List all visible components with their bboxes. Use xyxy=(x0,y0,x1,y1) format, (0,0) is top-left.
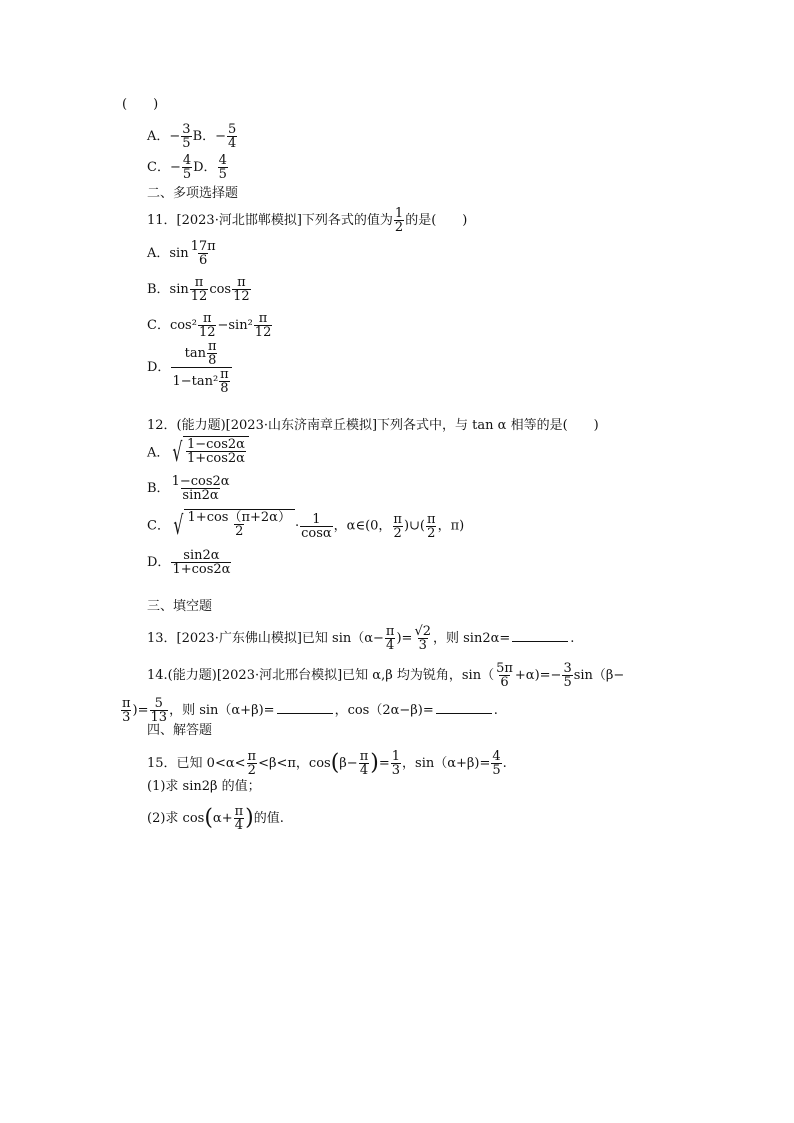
q12-a-label: A． xyxy=(147,445,170,461)
q10-option-c-label: C．− xyxy=(147,160,181,175)
q15-f3-den: 3 xyxy=(391,763,401,778)
q11-b-cos: cos xyxy=(209,282,232,297)
q11-stem xyxy=(147,207,467,234)
q11-a-text: A．sin xyxy=(147,246,189,261)
q15-f2 xyxy=(359,750,370,777)
q15-f4-den: 5 xyxy=(492,763,501,778)
q11-half-den: 2 xyxy=(394,220,404,235)
q12-c-p1-num: π xyxy=(393,511,402,527)
q14-answer-blank-1[interactable] xyxy=(277,701,333,714)
q11-c-fraction1 xyxy=(198,312,217,339)
q12-a-den: 1+cos2α xyxy=(186,451,245,466)
q12-option-c xyxy=(147,509,464,543)
q12-c-union: )∪( xyxy=(403,518,426,534)
q12-d-den: 1+cos2α xyxy=(172,562,231,577)
q15-f2-den: 4 xyxy=(359,763,369,778)
q13-r-num: √2 xyxy=(414,624,431,639)
q15-mid4: ，sin（α+β)= xyxy=(402,756,491,771)
q14-mid3: )= xyxy=(132,703,149,718)
q15-f4-num: 4 xyxy=(492,749,501,764)
q12-d-label: D． xyxy=(147,555,171,570)
q15-mid3: = xyxy=(378,756,390,771)
q12-c-pi-half-1 xyxy=(392,513,403,540)
q10-c-den: 5 xyxy=(182,167,192,182)
q10-option-b-label: B．− xyxy=(192,129,227,144)
q15-stem xyxy=(147,750,507,777)
q14-f1-den: 6 xyxy=(500,675,509,690)
q15-p2-den: 4 xyxy=(234,818,243,833)
q10-option-d-fraction xyxy=(218,154,228,181)
q12-a-fraction xyxy=(186,438,246,465)
q12-c-dot: · xyxy=(294,518,300,534)
q10-option-a-fraction xyxy=(181,123,191,150)
q12-c-fraction2 xyxy=(300,513,333,540)
q15-mid1: <β<π，cos xyxy=(258,756,331,771)
q14-f2-num: 3 xyxy=(563,661,572,676)
q11-half-num: 1 xyxy=(394,206,404,221)
q12-option-a xyxy=(147,436,249,470)
right-paren-icon: ) xyxy=(370,750,379,776)
q11-d-bot-fraction xyxy=(219,368,230,395)
q12-c-cond-end: ，π) xyxy=(437,518,465,534)
section-heading-multiple-choice: 二、多项选择题 xyxy=(147,186,239,201)
sqrt-symbol-icon: √ xyxy=(172,438,183,468)
q11-c-text: C．cos² xyxy=(147,318,197,333)
q11-b-num2: π xyxy=(237,275,246,290)
q11-option-d xyxy=(147,340,233,395)
q15-part2 xyxy=(147,805,284,832)
q15-p2-mid: α+ xyxy=(212,811,233,826)
q12-c-den2: cosα xyxy=(301,525,332,541)
q12-b-den: sin2α xyxy=(182,488,219,503)
q11-b-den: 12 xyxy=(190,289,208,304)
q11-half-fraction xyxy=(394,207,404,234)
q10-d-den: 5 xyxy=(218,167,227,182)
left-paren-icon: ( xyxy=(204,805,213,831)
q11-c-sin: −sin² xyxy=(217,318,253,333)
q10-a-num: 3 xyxy=(182,122,191,137)
q14-f4-den: 13 xyxy=(150,710,168,725)
q15-part1: (1)求 sin2β 的值； xyxy=(147,779,261,794)
q12-c-p2-den: 2 xyxy=(427,525,436,541)
q10-options-ab xyxy=(147,123,238,150)
q14-f2-den: 5 xyxy=(563,675,572,690)
q12-a-num: 1−cos2α xyxy=(186,437,245,452)
q12-c-p1-den: 2 xyxy=(393,525,402,541)
q14-f2 xyxy=(562,662,572,689)
q12-stem: 12．(能力题)[2023·山东济南章丘模拟]下列各式中，与 tan α 相等的是( ) xyxy=(147,418,599,433)
q15-f2-num: π xyxy=(359,749,369,764)
q11-d-big-fraction xyxy=(171,340,231,395)
q11-d-top xyxy=(173,340,231,367)
q10-options-cd xyxy=(147,154,229,181)
q11-b-fraction2 xyxy=(232,276,251,303)
q10-c-num: 4 xyxy=(182,153,192,168)
q10-d-num: 4 xyxy=(218,153,227,168)
q15-mid2: β− xyxy=(339,756,358,771)
q11-b-fraction1 xyxy=(190,276,209,303)
q14-f3-num: π xyxy=(122,696,131,711)
q14-f1 xyxy=(495,662,514,689)
q11-option-a xyxy=(147,240,218,267)
q12-b-num: 1−cos2α xyxy=(171,474,230,489)
q15-p2-num: π xyxy=(234,804,244,819)
q11-d-bottom xyxy=(171,367,231,395)
q13-root-fraction xyxy=(413,625,432,652)
q11-d-bot-den: 8 xyxy=(220,381,229,396)
q15-f1-num: π xyxy=(247,749,257,764)
q12-c-sqrt xyxy=(170,509,295,543)
q12-b-fraction xyxy=(171,475,231,502)
q11-d-tan2: 1−tan² xyxy=(172,374,219,389)
q10-b-num: 5 xyxy=(228,122,237,137)
q12-c-fraction xyxy=(187,511,292,538)
q11-d-top-fraction xyxy=(207,340,218,367)
q12-a-sqrt xyxy=(169,436,249,470)
q11-d-tan: tan xyxy=(184,346,206,361)
q12-c-cond: ，α∈(0， xyxy=(333,518,392,534)
section-heading-solution: 四、解答题 xyxy=(147,723,213,738)
sqrt-symbol-icon: √ xyxy=(173,511,184,541)
q15-f4 xyxy=(491,750,501,777)
q13-text: 13．[2023·广东佛山模拟]已知 sin（α− xyxy=(147,631,384,646)
q11-option-b xyxy=(147,276,252,303)
q12-c-num2: 1 xyxy=(312,511,321,527)
q14-end: . xyxy=(493,703,498,718)
q12-c-num: 1+cos（π+2α） xyxy=(187,510,291,525)
q12-d-fraction xyxy=(171,549,231,576)
q11-b-text: B．sin xyxy=(147,282,189,297)
q15-f1-den: 2 xyxy=(247,763,256,778)
q12-option-d xyxy=(147,549,232,576)
q15-p2-text: (2)求 cos xyxy=(147,811,205,826)
q11-a-fraction xyxy=(190,240,217,267)
q15-text: 15．已知 0<α< xyxy=(147,756,246,771)
q12-c-den: 2 xyxy=(235,524,244,539)
q10-option-b-fraction xyxy=(227,123,237,150)
q11-c-fraction2 xyxy=(254,312,273,339)
q12-option-b xyxy=(147,475,232,502)
q14-mid1: +α)=− xyxy=(514,668,562,683)
right-paren-icon: ) xyxy=(245,805,254,831)
q13-ask: ，则 sin2α= xyxy=(433,631,511,646)
q15-f1 xyxy=(247,750,258,777)
q12-c-pi-half-2 xyxy=(426,513,437,540)
q11-d-label: D． xyxy=(147,360,171,375)
q10-a-den: 5 xyxy=(182,136,191,151)
q13-pi-den: 4 xyxy=(386,638,395,653)
q10-option-c-fraction xyxy=(182,154,192,181)
q13-eq: )= xyxy=(396,631,413,646)
q15-f3 xyxy=(391,750,401,777)
q14-f3 xyxy=(121,697,132,724)
q11-c-num: π xyxy=(202,311,212,326)
q14-line1 xyxy=(147,662,624,689)
q13-pi-fraction xyxy=(385,625,396,652)
q12-c-p2-num: π xyxy=(427,511,436,527)
q11-d-top-den: 8 xyxy=(208,353,217,368)
q14-text: 14.(能力题)[2023·河北邢台模拟]已知 α,β 均为锐角，sin（ xyxy=(147,668,495,683)
q11-stem-text: 11．[2023·河北邯郸模拟]下列各式的值为 xyxy=(147,213,393,228)
q14-answer-blank-2[interactable] xyxy=(436,701,492,714)
q10-option-a-label: A．− xyxy=(147,129,181,144)
q14-mid5: ，cos（2α−β)= xyxy=(334,703,434,718)
q11-a-den: 6 xyxy=(199,253,208,268)
q11-d-bot-num: π xyxy=(220,367,229,382)
q14-f3-den: 3 xyxy=(122,710,131,725)
q15-p2-post: 的值. xyxy=(253,811,284,826)
q13 xyxy=(147,625,574,652)
q11-c-den: 12 xyxy=(198,325,216,340)
q11-b-num: π xyxy=(194,275,204,290)
q12-b-label: B． xyxy=(147,481,170,496)
q14-line2 xyxy=(120,697,498,724)
q13-pi-num: π xyxy=(385,624,395,639)
q11-a-num: 17π xyxy=(190,239,216,254)
q14-f4 xyxy=(150,697,169,724)
q11-c-den2: 12 xyxy=(254,325,272,340)
q12-d-num: sin2α xyxy=(183,548,220,563)
left-paren-icon: ( xyxy=(330,750,340,776)
q11-b-den2: 12 xyxy=(233,289,250,304)
q11-option-c xyxy=(147,312,273,339)
q11-d-top-num: π xyxy=(207,339,217,354)
q15-p2-fraction xyxy=(234,805,245,832)
q14-f4-num: 5 xyxy=(154,696,163,711)
q13-end: . xyxy=(570,631,575,646)
q15-end: . xyxy=(502,756,507,771)
q13-r-den: 3 xyxy=(418,638,427,653)
q15-f3-num: 1 xyxy=(391,749,401,764)
section-heading-fill-in: 三、填空题 xyxy=(147,599,213,614)
q13-answer-blank[interactable] xyxy=(512,629,568,642)
q10-paren: ( ) xyxy=(122,97,159,112)
q10-b-den: 4 xyxy=(228,136,237,151)
q14-mid2: sin（β− xyxy=(573,668,625,683)
q12-c-label: C． xyxy=(147,518,170,534)
q11-c-num2: π xyxy=(258,311,268,326)
q11-stem-tail: 的是( ) xyxy=(405,213,468,228)
q14-mid4: ，则 sin（α+β)= xyxy=(169,703,275,718)
q10-option-d-label: D． xyxy=(193,160,217,175)
q14-f1-num: 5π xyxy=(496,661,513,676)
